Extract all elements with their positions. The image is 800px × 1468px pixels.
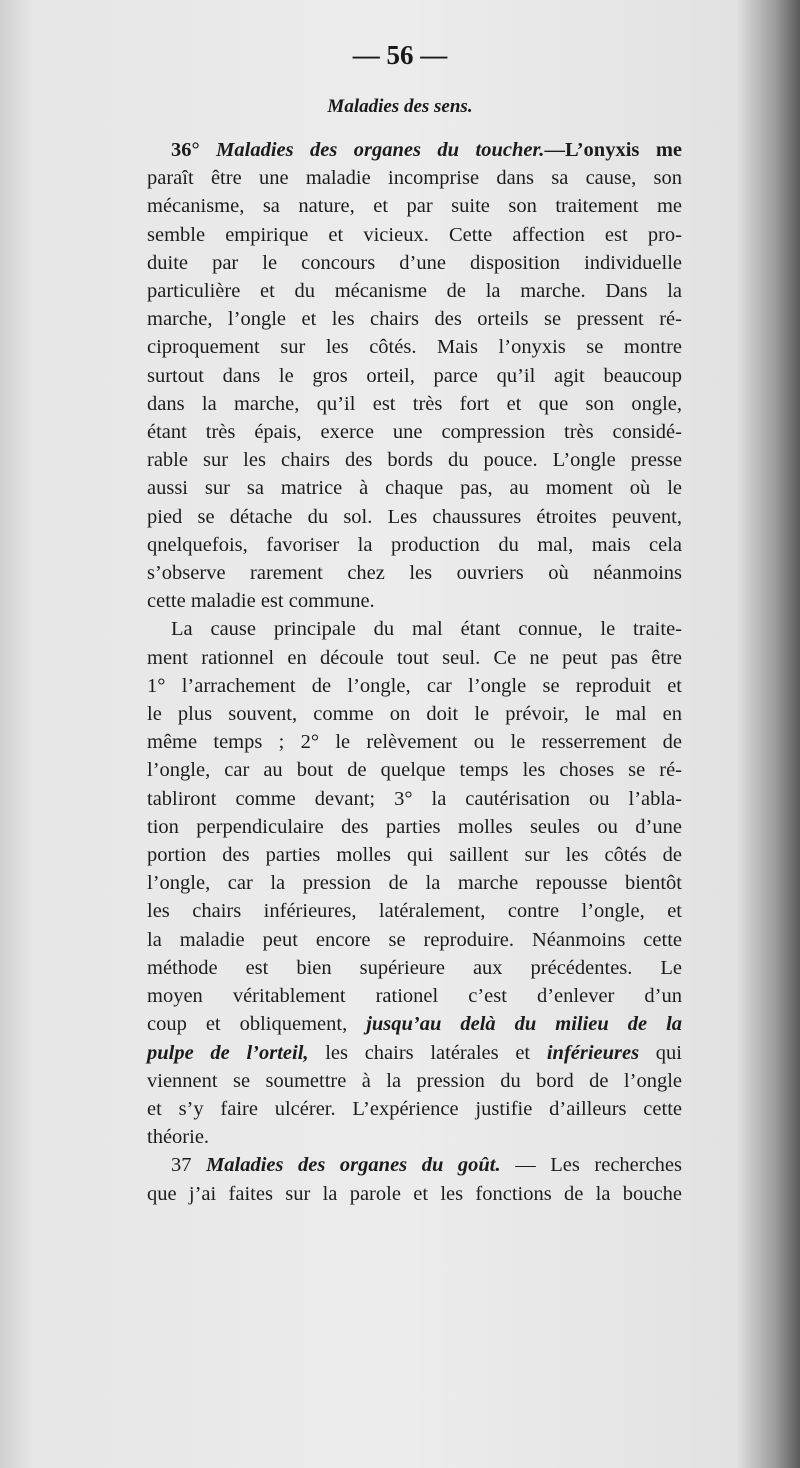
- text-line-mixed: [147, 1039, 682, 1067]
- text-line: pied se détache du sol. Les chaussures étroites peuvent,: [147, 505, 682, 528]
- italic-fragment: inférieures: [546, 1041, 640, 1064]
- section-37-heading-line: [147, 1151, 682, 1179]
- text-line: la maladie peut encore se reproduire. Néanmoins cette: [147, 928, 682, 951]
- text-line: ment rationnel en découle tout seul. Ce ne peut pas être: [147, 646, 682, 669]
- plain-fragment: coup et obliquement,: [147, 1013, 348, 1036]
- text-line: viennent se soumettre à la pression du bord de l’ongle: [147, 1069, 682, 1092]
- page-number: — 56 —: [352, 40, 448, 70]
- text-line: aussi sur sa matrice à chaque pas, au moment où le: [147, 477, 682, 500]
- text-line-mixed: [147, 1010, 682, 1038]
- section-37-title: Maladies des organes du goût.: [206, 1154, 501, 1177]
- text-line: même temps ; 2° le relèvement ou le resserrement de: [147, 731, 682, 754]
- text-line: s’observe rarement chez les ouvriers où néanmoins: [147, 562, 682, 585]
- text-line: mécanisme, sa nature, et par suite son traitement me: [147, 195, 682, 218]
- text-line: étant très épais, exerce une compression très considé-: [147, 421, 682, 444]
- page-body: [147, 136, 682, 1208]
- text-line: tion perpendiculaire des parties molles seules ou d’une: [147, 815, 682, 838]
- text-line: les chairs inférieures, latéralement, contre l’ongle, et: [147, 900, 682, 923]
- text-line: cette maladie est commune.: [147, 590, 375, 613]
- text-line: rable sur les chairs des bords du pouce. L’ongle presse: [147, 449, 682, 472]
- text-line: particulière et du mécanisme de la marche. Dans la: [147, 280, 682, 303]
- section-36-title: Maladies des organes du toucher.: [216, 139, 545, 161]
- text-line: l’ongle, car la pression de la marche repousse bientôt: [147, 872, 682, 895]
- plain-fragment: les chairs latérales et: [325, 1041, 531, 1064]
- text-line: moyen véritablement rationel c’est d’enlever d’un: [147, 985, 682, 1008]
- italic-fragment: pulpe de l’orteil,: [147, 1041, 309, 1064]
- running-title: Maladies des sens.: [327, 96, 473, 117]
- text-line: La cause principale du mal étant connue, le traite-: [171, 618, 682, 641]
- text-line: ciproquement sur les côtés. Mais l’onyxis se montre: [147, 336, 682, 359]
- section-36-heading-line: [147, 136, 682, 164]
- text-line: surtout dans le gros orteil, parce qu’il agit beaucoup: [147, 364, 682, 387]
- text-line: et s’y faire ulcérer. L’expérience justifie d’ailleurs cette: [147, 1097, 682, 1120]
- text-line: tabliront comme devant; 3° la cautérisation ou l’abla-: [147, 787, 682, 810]
- plain-fragment: qui: [655, 1041, 682, 1064]
- section-37-number: 37: [171, 1154, 192, 1177]
- text-line: l’ongle, car au bout de quelque temps les choses se ré-: [147, 759, 682, 782]
- text-line: semble empirique et vicieux. Cette affection est pro-: [147, 223, 682, 246]
- text-line: marche, l’ongle et les chairs des orteils se pressent ré-: [147, 308, 682, 331]
- text-line: méthode est bien supérieure aux précédentes. Le: [147, 956, 682, 979]
- text-line: paraît être une maladie incomprise dans sa cause, son: [147, 167, 682, 190]
- text-line: portion des parties molles qui saillent sur les côtés de: [147, 844, 682, 867]
- italic-fragment: jusqu’au delà du milieu de la: [366, 1013, 683, 1036]
- text-line: dans la marche, qu’il est très fort et que son ongle,: [147, 392, 682, 415]
- text-line: duite par le concours d’une disposition individuelle: [147, 251, 682, 274]
- text-line: qnelquefois, favoriser la production du mal, mais cela: [147, 533, 682, 556]
- text-line: théorie.: [147, 1126, 210, 1149]
- section-36-title-continuation: —L’onyxis me: [544, 139, 682, 161]
- text-line: le plus souvent, comme on doit le prévoir, le mal en: [147, 703, 682, 726]
- text-line: que j’ai faites sur la parole et les fonctions de la bouche: [147, 1182, 682, 1205]
- section-36-number: 36°: [171, 139, 200, 161]
- text-line: 1° l’arrachement de l’ongle, car l’ongle se reproduit et: [147, 674, 682, 697]
- section-37-title-continuation: — Les recherches: [515, 1154, 683, 1177]
